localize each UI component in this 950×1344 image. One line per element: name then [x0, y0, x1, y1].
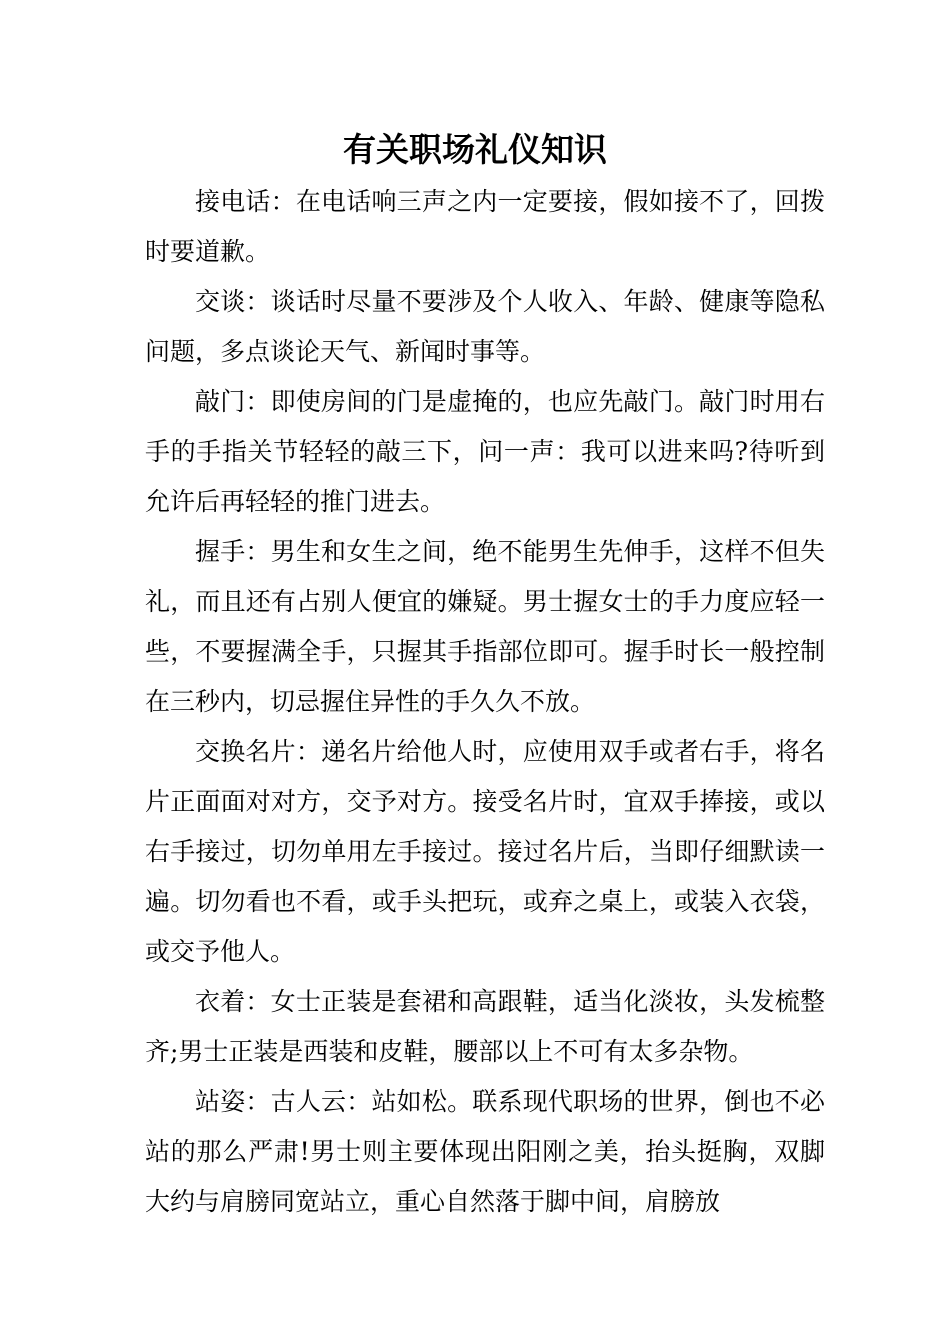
paragraph-knocking: 敲门：即使房间的门是虚掩的，也应先敲门。敲门时用右手的手指关节轻轻的敲三下，问一声：我可以进来吗?待听到允许后再轻轻的推门进去。 [145, 387, 825, 516]
paragraph-posture: 站姿：古人云：站如松。联系现代职场的世界，倒也不必站的那么严肃!男士则主要体现出阳刚之美，抬头挺胸，双脚大约与肩膀同宽站立，重心自然落于脚中间，肩膀放 [145, 1087, 825, 1216]
paragraph-business-cards: 交换名片：递名片给他人时，应使用双手或者右手，将名片正面面对对方，交予对方。接受名片时，宜双手捧接，或以右手接过，切勿单用左手接过。接过名片后，当即仔细默读一遍。切勿看也不看，或手头把玩，或弃之桌上，或装入衣袋，或交予他人。 [145, 737, 825, 966]
paragraph-handshake: 握手：男生和女生之间，绝不能男生先伸手，这样不但失礼，而且还有占别人便宜的嫌疑。男士握女士的手力度应轻一些，不要握满全手，只握其手指部位即可。握手时长一般控制在三秒内，切忌握住异性的手久久不放。 [145, 537, 825, 716]
paragraph-answer-phone: 接电话：在电话响三声之内一定要接，假如接不了，回拨时要道歉。 [145, 187, 825, 266]
paragraph-conversation: 交谈：谈话时尽量不要涉及个人收入、年龄、健康等隐私问题，多点谈论天气、新闻时事等。 [145, 287, 825, 366]
paragraph-attire: 衣着：女士正装是套裙和高跟鞋，适当化淡妆，头发梳整齐;男士正装是西装和皮鞋，腰部以上不可有太多杂物。 [145, 987, 825, 1066]
document-body [145, 177, 825, 1227]
document-title: 有关职场礼仪知识 [343, 130, 607, 169]
